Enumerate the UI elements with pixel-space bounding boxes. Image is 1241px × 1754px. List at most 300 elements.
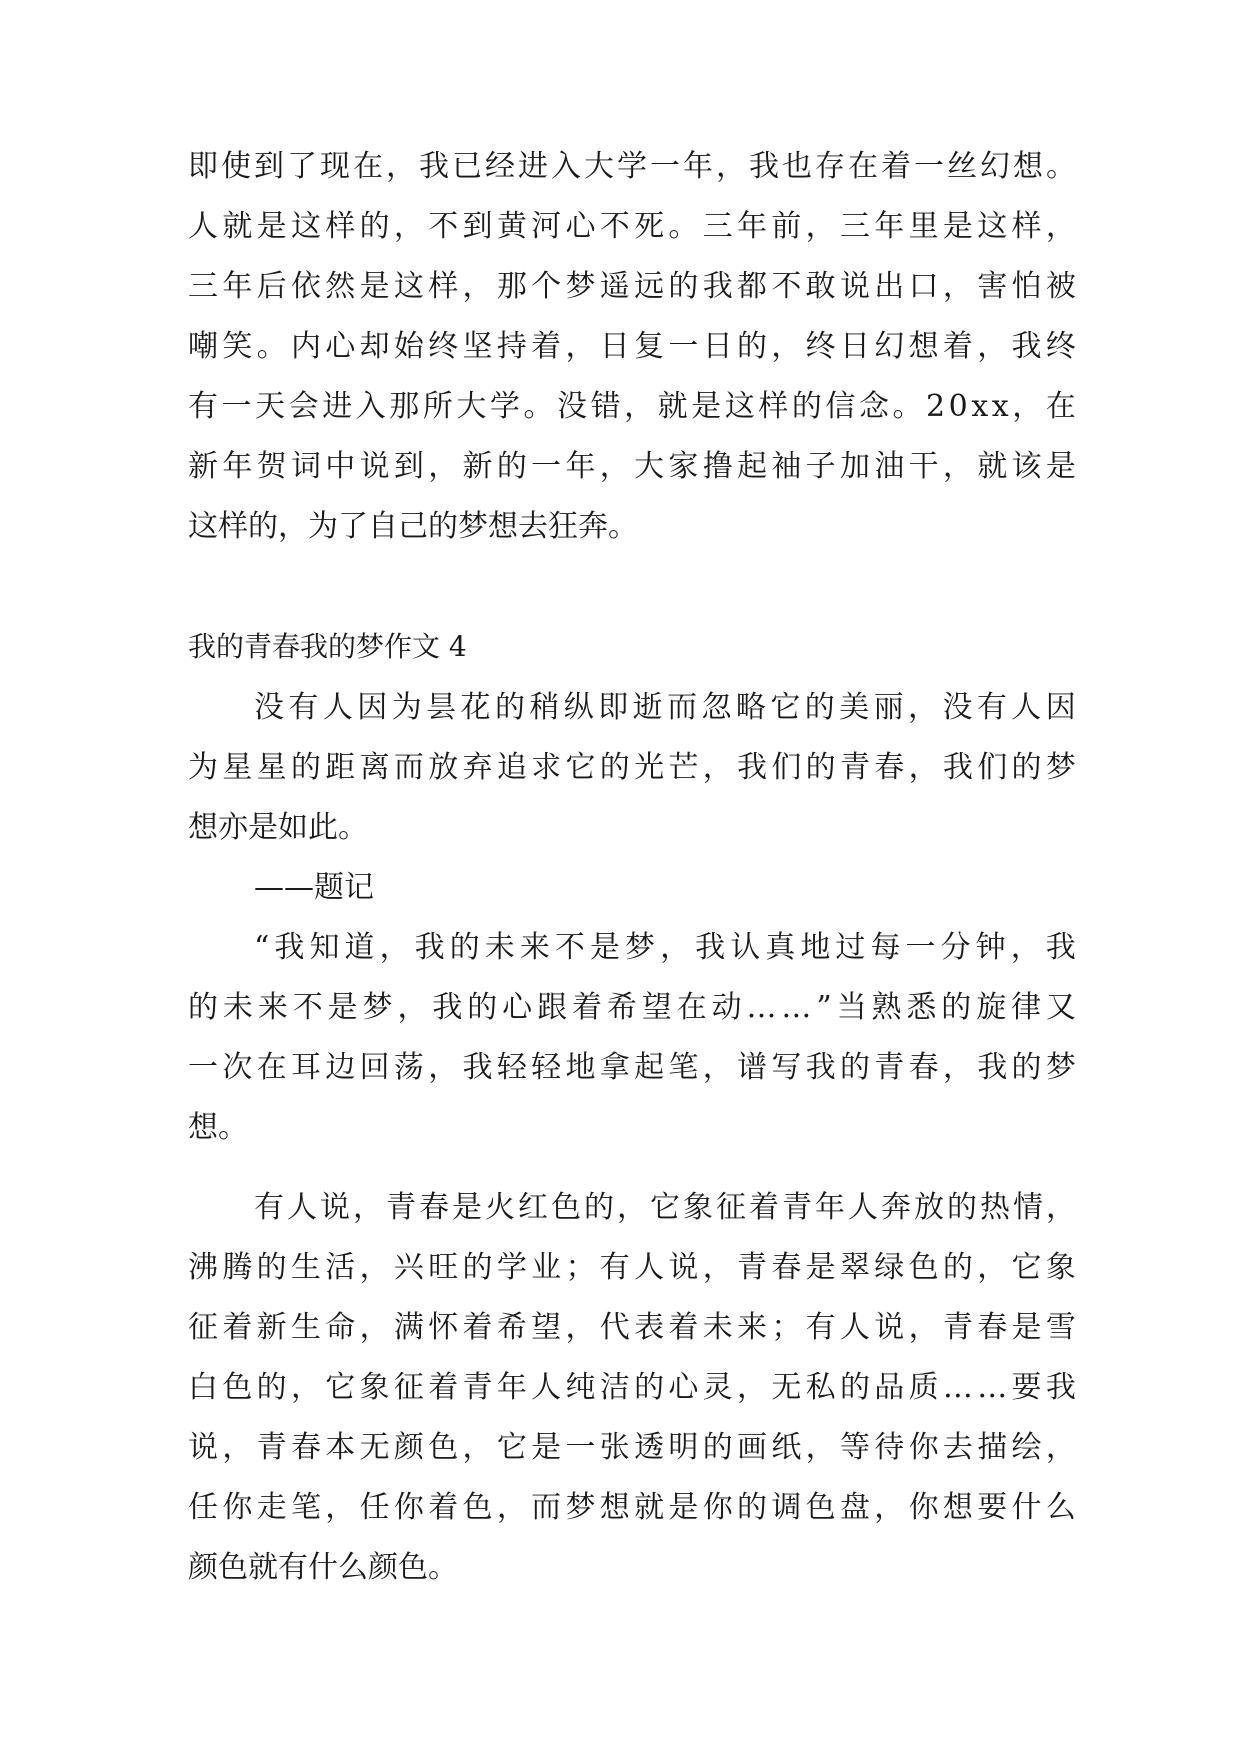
text-glyph: 持: [496, 329, 527, 364]
text-glyph: 在: [353, 149, 383, 184]
text-glyph: 是: [359, 269, 390, 304]
text-glyph: 而: [393, 750, 424, 785]
text-glyph: 任: [359, 1490, 390, 1525]
text-glyph: 袖: [771, 449, 802, 484]
text-glyph: 有: [976, 690, 1007, 725]
text-glyph: 我: [1045, 1370, 1076, 1405]
text-glyph: 0: [948, 389, 968, 424]
text-glyph: 新: [256, 1310, 287, 1345]
text-glyph: 离: [359, 750, 390, 785]
text-line-content: 这样的，为了自己的梦想去狂奔。: [188, 509, 638, 544]
text-line: [188, 1548, 458, 1588]
text-glyph: 要: [1011, 1370, 1042, 1405]
text-line: [188, 267, 1076, 307]
text-glyph: 着: [428, 1490, 459, 1525]
text-glyph: 这: [724, 389, 755, 424]
text-glyph: 未: [222, 990, 253, 1025]
text-glyph: 2: [926, 389, 946, 424]
text-glyph: 的: [256, 1370, 287, 1405]
text-glyph: 笔: [668, 1050, 699, 1085]
text-glyph: 熟: [871, 990, 902, 1025]
text-glyph: 着: [668, 1310, 699, 1345]
text-glyph: 放: [428, 750, 459, 785]
text-glyph: 一: [650, 149, 680, 184]
text-line: [188, 1368, 1076, 1408]
text-glyph: 怀: [428, 1310, 459, 1345]
text-glyph: 代: [599, 1310, 630, 1345]
text-glyph: 远: [634, 269, 665, 304]
text-glyph: ，: [977, 1250, 1008, 1285]
text-glyph: ；: [771, 1310, 802, 1345]
text-glyph: 我: [1011, 329, 1042, 364]
text-glyph: 业: [531, 1250, 562, 1285]
text-glyph: 入: [551, 149, 581, 184]
text-glyph: 始: [393, 329, 424, 364]
text-glyph: ，: [462, 269, 493, 304]
text-glyph: 旋: [976, 990, 1007, 1025]
text-glyph: 因: [1045, 690, 1076, 725]
text-glyph: 张: [599, 1430, 630, 1465]
text-glyph: 那: [496, 269, 527, 304]
text-glyph: 每: [870, 930, 901, 965]
text-glyph: 么: [1045, 1490, 1076, 1525]
text-glyph: 三: [839, 209, 870, 244]
text-glyph: 会: [288, 389, 319, 424]
text-glyph: 一: [914, 149, 944, 184]
text-glyph: 后: [256, 269, 287, 304]
text-glyph: 我: [695, 930, 726, 965]
text-glyph: 年: [737, 209, 767, 244]
text-glyph: 就: [634, 1490, 665, 1525]
text-glyph: 它: [496, 1430, 527, 1465]
text-glyph: ，: [565, 329, 596, 364]
text-line: [188, 1108, 248, 1148]
text-glyph: 青: [839, 750, 870, 785]
text-glyph: ，: [290, 1370, 321, 1405]
text-glyph: 。: [892, 389, 923, 424]
text-glyph: 着: [462, 1310, 493, 1345]
text-glyph: 说: [320, 1190, 350, 1225]
text-glyph: 雪: [1045, 1310, 1076, 1345]
text-glyph: ；: [565, 1250, 596, 1285]
text-glyph: 你: [908, 1490, 939, 1525]
text-glyph: x: [971, 389, 989, 424]
text-glyph: 一: [221, 389, 252, 424]
text-glyph: 奔: [881, 1190, 911, 1225]
text-glyph: 质: [908, 1370, 939, 1405]
text-glyph: 说: [839, 269, 870, 304]
text-glyph: 人: [322, 690, 353, 725]
text-glyph: ，: [716, 149, 746, 184]
text-glyph: 的: [668, 269, 699, 304]
text-glyph: 学: [617, 149, 647, 184]
text-glyph: ，: [599, 449, 630, 484]
text-line: [188, 1048, 1076, 1088]
text-glyph: 样: [325, 209, 356, 244]
text-glyph: ，: [660, 930, 691, 965]
text-glyph: 内: [290, 329, 321, 364]
text-glyph: 纵: [563, 690, 594, 725]
text-glyph: 地: [800, 930, 831, 965]
text-glyph: 跟: [537, 990, 568, 1025]
text-glyph: 春: [290, 1430, 321, 1465]
text-glyph: 都: [737, 269, 767, 304]
text-glyph: 样: [1011, 209, 1042, 244]
text-glyph: ，: [805, 1430, 836, 1465]
text-glyph: 腾: [222, 1250, 253, 1285]
text-glyph: 样: [428, 269, 459, 304]
text-glyph: 然: [325, 269, 356, 304]
text-glyph: 信: [825, 389, 856, 424]
text-glyph: 沸: [188, 1250, 218, 1285]
text-glyph: 终: [428, 329, 459, 364]
text-glyph: 现: [320, 149, 350, 184]
text-glyph: 大: [634, 449, 665, 484]
text-glyph: 青: [737, 1250, 767, 1285]
text-glyph: 的: [290, 750, 321, 785]
text-glyph: 来: [737, 1310, 767, 1345]
text-glyph: ，: [353, 1190, 383, 1225]
text-glyph: 我: [702, 269, 733, 304]
text-line: [188, 207, 1076, 247]
text-glyph: 的: [702, 1430, 733, 1465]
text-glyph: 花: [460, 690, 491, 725]
text-line-content: 想。: [188, 1110, 248, 1145]
text-glyph: 着: [222, 1310, 253, 1345]
text-glyph: 使: [221, 149, 251, 184]
text-glyph: 谱: [737, 1050, 767, 1085]
text-glyph: 的: [839, 1370, 870, 1405]
text-glyph: 到: [393, 449, 424, 484]
text-glyph: 的: [634, 1370, 665, 1405]
text-glyph: 光: [634, 750, 665, 785]
text-glyph: 盘: [839, 1490, 870, 1525]
text-glyph: 已: [452, 149, 482, 184]
text-glyph: 我: [737, 750, 767, 785]
text-glyph: 透: [634, 1430, 665, 1465]
text-glyph: 认: [730, 930, 761, 965]
text-glyph: ，: [428, 1050, 459, 1085]
text-line-content: 想亦是如此。: [188, 810, 368, 845]
text-glyph: 到: [462, 209, 493, 244]
text-glyph: 回: [359, 1050, 390, 1085]
text-glyph: 的: [839, 1050, 870, 1085]
text-glyph: 春: [419, 1190, 449, 1225]
text-glyph: 在: [1045, 389, 1076, 424]
text-glyph: 无: [771, 1370, 802, 1405]
text-glyph: 害: [977, 269, 1008, 304]
text-glyph: 灵: [702, 1370, 733, 1405]
text-glyph: 春: [977, 1310, 1008, 1345]
text-glyph: 说: [874, 1310, 905, 1345]
text-glyph: 生: [290, 1310, 321, 1345]
text-glyph: 白: [188, 1370, 218, 1405]
text-glyph: 色: [222, 1370, 253, 1405]
text-glyph: 不: [771, 269, 802, 304]
text-glyph: 的: [804, 690, 835, 725]
text-glyph: 的: [791, 389, 822, 424]
text-glyph: 年: [683, 149, 713, 184]
text-glyph: ，: [805, 209, 836, 244]
text-glyph: ，: [702, 750, 733, 785]
text-glyph: ，: [702, 1250, 733, 1285]
text-glyph: 说: [188, 1430, 218, 1465]
text-glyph: 没: [254, 690, 284, 725]
text-glyph: ，: [359, 1310, 390, 1345]
text-glyph: 想: [1013, 149, 1043, 184]
text-glyph: 存: [815, 149, 845, 184]
text-glyph: 是: [531, 1430, 562, 1465]
text-glyph: 人: [1011, 690, 1042, 725]
text-glyph: 又: [1046, 990, 1076, 1025]
text-glyph: 个: [531, 269, 562, 304]
text-glyph: 春: [908, 1050, 939, 1085]
text-glyph: 一: [905, 930, 936, 965]
text-glyph: 象: [359, 1370, 390, 1405]
text-glyph: 我: [942, 750, 973, 785]
text-glyph: 年: [496, 1370, 527, 1405]
text-glyph: 征: [393, 1370, 424, 1405]
text-glyph: 的: [737, 329, 767, 364]
text-glyph: 品: [874, 1370, 905, 1405]
text-glyph: 我: [462, 1050, 493, 1085]
text-glyph: 象: [683, 1190, 713, 1225]
text-glyph: 我: [749, 149, 779, 184]
text-glyph: ，: [462, 1430, 493, 1465]
text-glyph: 出: [874, 269, 905, 304]
text-glyph: 活: [325, 1250, 356, 1285]
text-glyph: ，: [908, 750, 939, 785]
text-glyph: 的: [947, 1190, 977, 1225]
text-glyph: ，: [428, 449, 459, 484]
text-glyph: 是: [942, 209, 973, 244]
text-glyph: 即: [598, 690, 629, 725]
inscription: [254, 868, 374, 908]
text-glyph: 的: [1011, 750, 1042, 785]
text-glyph: 天: [255, 389, 286, 424]
text-glyph: 距: [325, 750, 356, 785]
text-glyph: 在: [848, 149, 878, 184]
text-glyph: 嘲: [188, 329, 218, 364]
text-glyph: 私: [805, 1370, 836, 1405]
text-glyph: 没: [557, 389, 588, 424]
text-glyph: 是: [589, 930, 620, 965]
text-glyph: 的: [256, 1250, 287, 1285]
text-glyph: ，: [942, 449, 973, 484]
text-glyph: 家: [668, 449, 699, 484]
text-glyph: 青: [782, 1190, 812, 1225]
text-glyph: 一: [668, 329, 699, 364]
text-glyph: 我: [414, 930, 445, 965]
text-glyph: 起: [634, 1050, 665, 1085]
text-glyph: 等: [839, 1430, 870, 1465]
text-glyph: 是: [691, 389, 722, 424]
text-glyph: 。: [523, 389, 554, 424]
text-glyph: 调: [771, 1490, 802, 1525]
text-glyph: 复: [634, 329, 665, 364]
text-glyph: 就: [977, 449, 1008, 484]
text-glyph: 心: [325, 329, 356, 364]
text-glyph: 因: [357, 690, 388, 725]
text-glyph: 走: [256, 1490, 287, 1525]
text-glyph: 梦: [362, 990, 393, 1025]
text-glyph: 人: [848, 1190, 878, 1225]
text-glyph: 幻: [980, 149, 1010, 184]
text-line: [188, 327, 1076, 367]
text-glyph: 幻: [874, 329, 905, 364]
text-glyph: ，: [977, 329, 1008, 364]
text-glyph: 河: [531, 209, 562, 244]
text-glyph: 前: [771, 209, 802, 244]
text-glyph: 有: [805, 1310, 836, 1345]
text-glyph: 大: [456, 389, 487, 424]
text-glyph: 求: [531, 750, 562, 785]
text-glyph: 轻: [531, 1050, 562, 1085]
text-glyph: 这: [290, 209, 321, 244]
text-glyph: 颜: [393, 1430, 424, 1465]
text-glyph: …: [781, 990, 812, 1025]
text-glyph: 是: [452, 1190, 482, 1225]
text-glyph: 的: [359, 209, 390, 244]
text-glyph: 笑: [222, 329, 253, 364]
text-glyph: 稍: [529, 690, 560, 725]
text-glyph: 色: [805, 1490, 836, 1525]
text-glyph: 它: [1011, 1250, 1042, 1285]
text-glyph: 红: [518, 1190, 548, 1225]
text-glyph: 念: [858, 389, 889, 424]
text-glyph: ，: [393, 209, 424, 244]
text-glyph: 年: [222, 449, 253, 484]
text-glyph: 也: [782, 149, 812, 184]
text-glyph: 无: [359, 1430, 390, 1465]
text-glyph: 色: [551, 1190, 581, 1225]
text-line: [188, 808, 368, 848]
text-glyph: 忽: [701, 690, 732, 725]
text-glyph: 依: [290, 269, 321, 304]
text-glyph: 终: [805, 329, 836, 364]
text-glyph: 敢: [805, 269, 836, 304]
text-glyph: ，: [624, 389, 655, 424]
text-glyph: 边: [325, 1050, 356, 1085]
text-glyph: 要: [977, 1490, 1008, 1525]
text-glyph: ”: [816, 990, 832, 1025]
text-glyph: ，: [908, 1310, 939, 1345]
text-glyph: 希: [496, 1310, 527, 1345]
text-glyph: 画: [737, 1430, 767, 1465]
text-glyph: 明: [668, 1430, 699, 1465]
text-glyph: 里: [908, 209, 939, 244]
text-glyph: 是: [805, 1250, 836, 1285]
text-glyph: 起: [737, 449, 767, 484]
text-line: [188, 1248, 1076, 1288]
text-glyph: 就: [657, 389, 688, 424]
text-glyph: ，: [874, 1490, 905, 1525]
text-glyph: ，: [1045, 1430, 1076, 1465]
text-glyph: ，: [1046, 1190, 1076, 1225]
text-glyph: 命: [325, 1310, 356, 1345]
text-glyph: 纯: [565, 1370, 596, 1405]
text-glyph: 样: [758, 389, 789, 424]
text-glyph: 人: [634, 1250, 665, 1285]
text-glyph: 它: [770, 690, 801, 725]
text-glyph: 黄: [496, 209, 527, 244]
text-glyph: 新: [188, 449, 218, 484]
text-glyph: 日: [599, 329, 630, 364]
text-glyph: 待: [874, 1430, 905, 1465]
text-glyph: 色: [462, 1490, 493, 1525]
text-glyph: 次: [222, 1050, 253, 1085]
text-glyph: 它: [325, 1370, 356, 1405]
text-glyph: 所: [422, 389, 453, 424]
text-glyph: 坚: [462, 329, 493, 364]
text-glyph: 未: [484, 930, 515, 965]
text-glyph: …: [977, 1370, 1008, 1405]
text-glyph: 。: [1046, 149, 1076, 184]
text-glyph: 希: [606, 990, 637, 1025]
text-glyph: 描: [977, 1430, 1008, 1465]
text-glyph: 的: [1011, 1050, 1042, 1085]
text-glyph: 遥: [599, 269, 630, 304]
text-glyph: 不: [599, 209, 630, 244]
text-glyph: 纸: [771, 1430, 802, 1465]
text-glyph: 错: [590, 389, 621, 424]
text-glyph: 真: [765, 930, 796, 965]
text-glyph: 色: [428, 1430, 459, 1465]
text-glyph: 中: [325, 449, 356, 484]
text-glyph: 撸: [702, 449, 733, 484]
text-glyph: 我: [419, 149, 449, 184]
text-glyph: 口: [908, 269, 939, 304]
text-glyph: 的: [467, 990, 498, 1025]
text-glyph: ，: [771, 329, 802, 364]
text-glyph: 道: [344, 930, 375, 965]
text-glyph: 笔: [290, 1490, 321, 1525]
text-glyph: 旺: [428, 1250, 459, 1285]
text-glyph: 该: [1011, 449, 1042, 484]
text-glyph: 着: [571, 990, 602, 1025]
text-glyph: 星: [256, 750, 287, 785]
text-line: [254, 928, 1076, 968]
text-glyph: 的: [496, 449, 527, 484]
text-line: [188, 447, 1076, 487]
text-glyph: 我: [432, 990, 463, 1025]
text-glyph: 。: [668, 209, 699, 244]
text-glyph: 年: [874, 209, 905, 244]
text-glyph: 知: [309, 930, 340, 965]
text-glyph: 春: [771, 1250, 802, 1285]
text-glyph: 的: [737, 1490, 767, 1525]
text-glyph: 终: [1045, 329, 1076, 364]
text-glyph: 却: [359, 329, 390, 364]
text-glyph: 年: [815, 1190, 845, 1225]
text-glyph: 这: [977, 209, 1008, 244]
text-line: [188, 988, 1076, 1028]
text-glyph: 征: [188, 1310, 218, 1345]
text-glyph: 的: [942, 1250, 973, 1285]
text-glyph: 拿: [599, 1050, 630, 1085]
text-glyph: 你: [908, 1430, 939, 1465]
text-glyph: 的: [494, 690, 525, 725]
text-glyph: 日: [702, 329, 733, 364]
text-glyph: ，: [359, 1250, 390, 1285]
text-glyph: 那: [389, 389, 420, 424]
text-glyph: 死: [634, 209, 665, 244]
text-glyph: 我: [977, 1050, 1008, 1085]
text-glyph: 着: [428, 1370, 459, 1405]
text-line-content: 颜色就有什么颜色。: [188, 1550, 458, 1585]
text-glyph: 来: [519, 930, 550, 965]
text-glyph: 不: [554, 930, 585, 965]
